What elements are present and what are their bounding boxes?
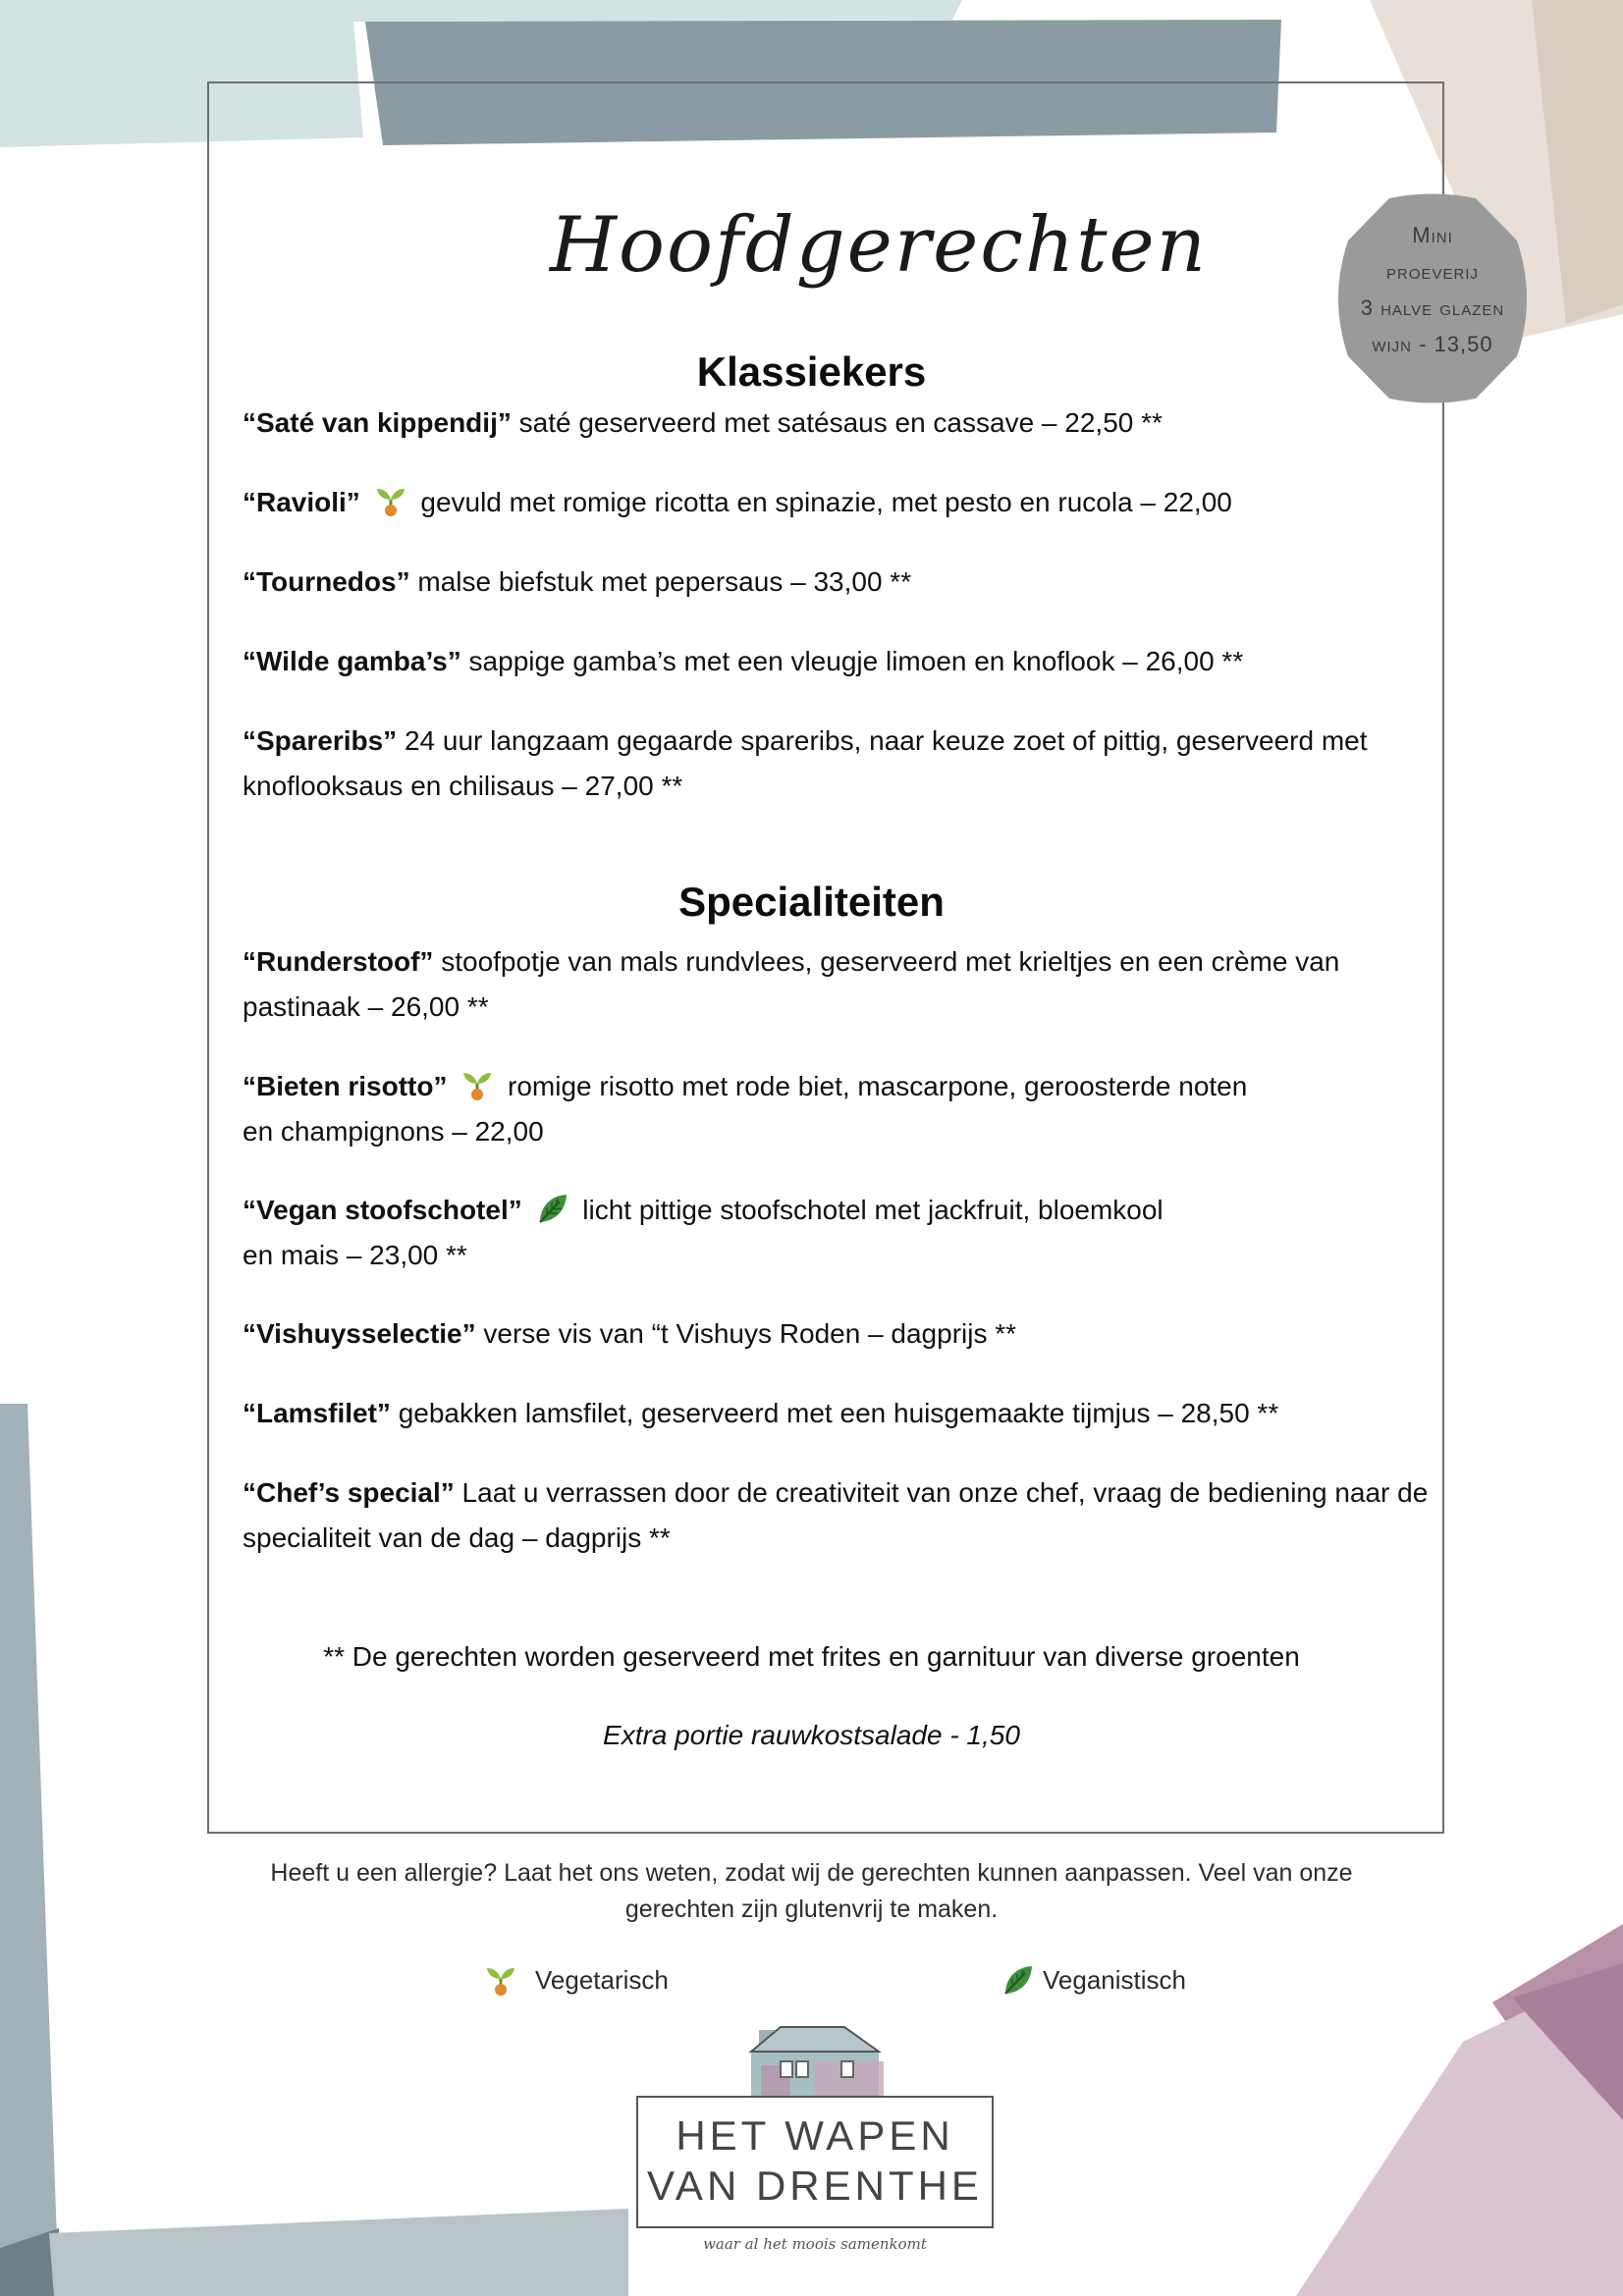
- dish-name: “Vishuysselectie”: [243, 1318, 476, 1349]
- section-heading-klassiekers: Klassiekers: [696, 348, 927, 395]
- vegetarian-sprout-icon: [374, 484, 407, 517]
- dish-item: [243, 1188, 1421, 1278]
- dish-name: “Vegan stoofschotel”: [243, 1195, 522, 1225]
- dish-name: “Bieten risotto”: [243, 1071, 448, 1101]
- vegan-leaf-icon: [536, 1192, 569, 1225]
- dish-item: [243, 560, 1421, 605]
- dish-description: gevuld met romige ricotta en spinazie, met pesto en rucola – 22,00: [412, 487, 1232, 517]
- dish-item: [243, 400, 1421, 446]
- allergy-note: Heeft u een allergie? Laat het ons weten, zodat wij de gerechten kunnen aanpassen. Veel van onze gerechten zijn glutenvrij te maken.: [270, 1859, 1353, 1923]
- vegetarian-sprout-icon: [460, 1068, 494, 1101]
- badge-line-3: 3 halve glazen: [1360, 295, 1505, 320]
- dish-description: sappige gamba’s met een vleugje limoen en knoflook – 26,00 **: [460, 646, 1244, 676]
- dish-description: verse vis van “t Vishuys Roden – dagprijs **: [475, 1318, 1017, 1349]
- dish-description: romige risotto met rode biet, mascarpone, geroosterde noten: [500, 1071, 1248, 1101]
- dish-item: [243, 480, 1421, 525]
- dish-description: licht pittige stoofschotel met jackfruit, bloemkool: [574, 1195, 1163, 1225]
- extra-note: Extra portie rauwkostsalade - 1,50: [603, 1720, 1020, 1750]
- dish-description-cont: en mais – 23,00 **: [243, 1240, 467, 1270]
- dish-name: “Ravioli”: [243, 487, 360, 517]
- house-icon: [633, 2022, 997, 2101]
- dish-item: [243, 1391, 1421, 1436]
- dish-name: “Lamsfilet”: [243, 1398, 391, 1428]
- restaurant-logo: [633, 2022, 997, 2277]
- dish-name: “Saté van kippendij”: [243, 407, 512, 438]
- dish-description: stoofpotje van mals rundvlees, geserveerd met krieltjes en een crème van pastinaak – 26,00 **: [243, 946, 1340, 1022]
- dish-item: [243, 939, 1435, 1030]
- dish-item: [243, 1470, 1431, 1561]
- legend-vegetarian-label: Vegetarisch: [535, 1965, 669, 1995]
- badge-line-1: Mini: [1412, 223, 1453, 247]
- legend-vegan: [1001, 1963, 1186, 1997]
- footnote: ** De gerechten worden geserveerd met frites en garnituur van diverse groenten: [323, 1641, 1300, 1672]
- page-title: Hoofdgerechten: [550, 201, 1208, 290]
- badge-line-2: proeverij: [1385, 259, 1480, 284]
- badge-line-4: wijn - 13,50: [1372, 332, 1493, 356]
- dish-description-cont: en champignons – 22,00: [243, 1116, 544, 1147]
- legend-vegan-label: Veganistisch: [1043, 1965, 1186, 1995]
- dish-item: [243, 1311, 1421, 1357]
- dish-description: gebakken lamsfilet, geserveerd met een huisgemaakte tijmjus – 28,50 **: [390, 1398, 1279, 1428]
- dish-description: malse biefstuk met pepersaus – 33,00 **: [409, 566, 912, 597]
- dish-name: “Runderstoof”: [243, 946, 434, 977]
- logo-name-line-1: HET WAPEN: [676, 2112, 954, 2159]
- vegan-leaf-icon: [1001, 1963, 1035, 1997]
- vegetarian-sprout-icon: [484, 1963, 517, 1997]
- dish-description: 24 uur langzaam gegaarde spareribs, naar keuze zoet of pittig, geserveerd met knoflooksaus en chilisaus – 27,00 **: [243, 725, 1368, 801]
- dish-description: Laat u verrassen door de creativiteit van onze chef, vraag de bediening naar de specialiteit van de dag – dagprijs **: [243, 1477, 1429, 1553]
- dish-name: “Tournedos”: [243, 566, 410, 597]
- section-heading-specialiteiten: Specialiteiten: [678, 879, 945, 925]
- dish-item: [243, 1064, 1421, 1154]
- dish-item: [243, 719, 1421, 809]
- dish-name: “Chef’s special”: [243, 1477, 455, 1508]
- dish-description: saté geserveerd met satésaus en cassave – 22,50 **: [511, 407, 1163, 438]
- logo-tagline: waar al het moois samenkomt: [692, 2235, 938, 2253]
- logo-name-line-2: VAN DRENTHE: [647, 2163, 983, 2209]
- dish-name: “Wilde gamba’s”: [243, 646, 461, 676]
- legend-vegetarian: [484, 1963, 669, 1997]
- dish-item: [243, 639, 1421, 684]
- dish-name: “Spareribs”: [243, 725, 398, 756]
